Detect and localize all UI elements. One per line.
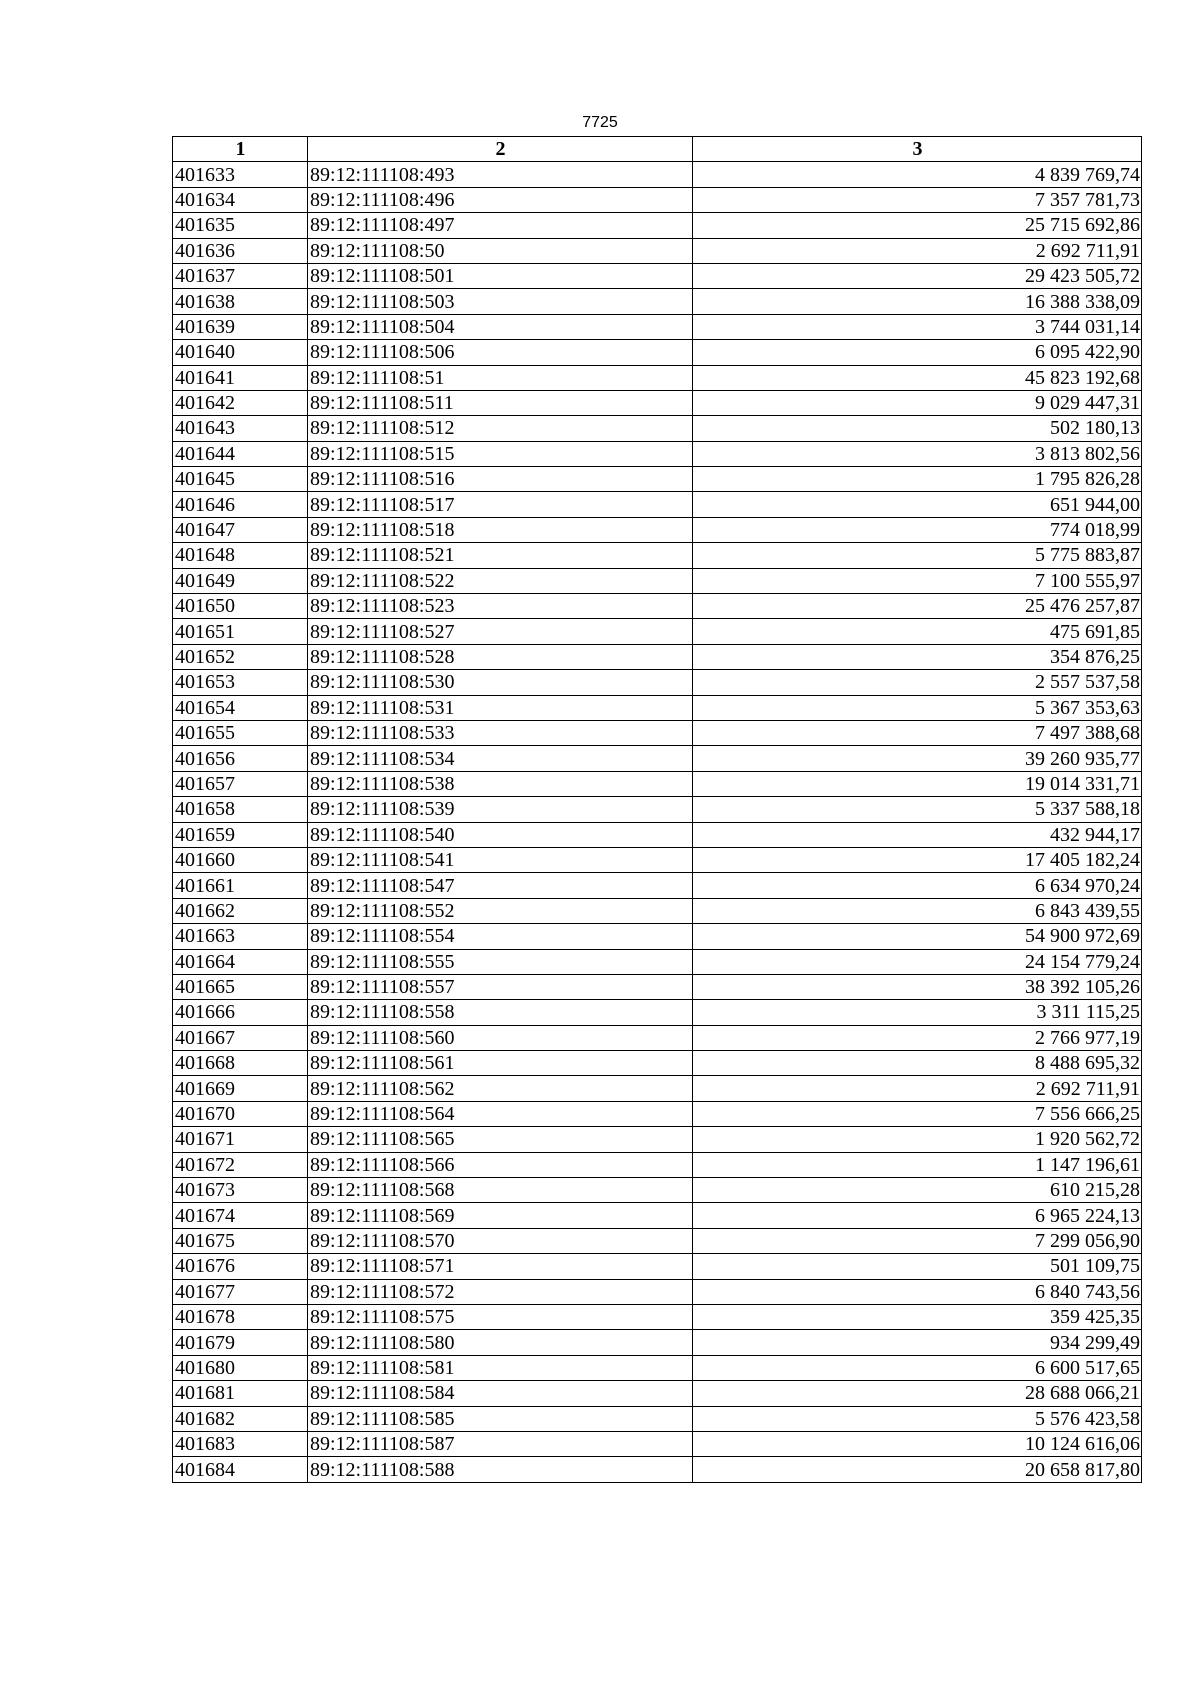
value-cell: 5 367 353,63: [693, 695, 1142, 720]
cadastral-number-cell: 89:12:111108:585: [308, 1406, 693, 1431]
row-number-cell: 401653: [173, 670, 308, 695]
row-number-cell: 401678: [173, 1304, 308, 1329]
cadastral-number-cell: 89:12:111108:554: [308, 924, 693, 949]
row-number-cell: 401665: [173, 974, 308, 999]
row-number-cell: 401679: [173, 1330, 308, 1355]
row-number-cell: 401635: [173, 213, 308, 238]
cadastral-number-cell: 89:12:111108:521: [308, 543, 693, 568]
value-cell: 5 337 588,18: [693, 797, 1142, 822]
value-cell: 432 944,17: [693, 822, 1142, 847]
row-number-cell: 401669: [173, 1076, 308, 1101]
table-row: [173, 1203, 1142, 1228]
table-row: [173, 390, 1142, 415]
cadastral-number-cell: 89:12:111108:497: [308, 213, 693, 238]
row-number-cell: 401661: [173, 873, 308, 898]
registry-table: [172, 136, 1142, 1483]
cadastral-number-cell: 89:12:111108:570: [308, 1228, 693, 1253]
value-cell: 6 634 970,24: [693, 873, 1142, 898]
table-body: [173, 162, 1142, 1482]
row-number-cell: 401667: [173, 1025, 308, 1050]
row-number-cell: 401683: [173, 1431, 308, 1456]
cadastral-number-cell: 89:12:111108:527: [308, 619, 693, 644]
row-number-cell: 401671: [173, 1127, 308, 1152]
table-row: [173, 1381, 1142, 1406]
cadastral-number-cell: 89:12:111108:530: [308, 670, 693, 695]
cadastral-number-cell: 89:12:111108:581: [308, 1355, 693, 1380]
value-cell: 6 965 224,13: [693, 1203, 1142, 1228]
cadastral-number-cell: 89:12:111108:533: [308, 720, 693, 745]
row-number-cell: 401643: [173, 416, 308, 441]
page-number: 7725: [582, 114, 618, 131]
value-cell: 651 944,00: [693, 492, 1142, 517]
cadastral-number-cell: 89:12:111108:588: [308, 1457, 693, 1482]
table-row: [173, 1025, 1142, 1050]
value-cell: 39 260 935,77: [693, 746, 1142, 771]
cadastral-number-cell: 89:12:111108:555: [308, 949, 693, 974]
value-cell: 6 840 743,56: [693, 1279, 1142, 1304]
value-cell: 4 839 769,74: [693, 162, 1142, 187]
table-row: [173, 1127, 1142, 1152]
table-row: [173, 238, 1142, 263]
row-number-cell: 401664: [173, 949, 308, 974]
row-number-cell: 401650: [173, 594, 308, 619]
cadastral-number-cell: 89:12:111108:493: [308, 162, 693, 187]
table-row: [173, 771, 1142, 796]
table-row: [173, 1152, 1142, 1177]
row-number-cell: 401655: [173, 720, 308, 745]
table-row: [173, 467, 1142, 492]
row-number-cell: 401658: [173, 797, 308, 822]
row-number-cell: 401660: [173, 847, 308, 872]
table-row: [173, 1330, 1142, 1355]
value-cell: 934 299,49: [693, 1330, 1142, 1355]
table-row: [173, 1101, 1142, 1126]
column-header-3: 3: [693, 137, 1142, 162]
cadastral-number-cell: 89:12:111108:518: [308, 517, 693, 542]
cadastral-number-cell: 89:12:111108:560: [308, 1025, 693, 1050]
value-cell: 2 766 977,19: [693, 1025, 1142, 1050]
cadastral-number-cell: 89:12:111108:569: [308, 1203, 693, 1228]
row-number-cell: 401645: [173, 467, 308, 492]
value-cell: 45 823 192,68: [693, 365, 1142, 390]
table-row: [173, 1304, 1142, 1329]
row-number-cell: 401673: [173, 1178, 308, 1203]
cadastral-number-cell: 89:12:111108:534: [308, 746, 693, 771]
table-row: [173, 822, 1142, 847]
cadastral-number-cell: 89:12:111108:575: [308, 1304, 693, 1329]
column-header-2: 2: [308, 137, 693, 162]
value-cell: 3 813 802,56: [693, 441, 1142, 466]
cadastral-number-cell: 89:12:111108:503: [308, 289, 693, 314]
row-number-cell: 401656: [173, 746, 308, 771]
row-number-cell: 401663: [173, 924, 308, 949]
value-cell: 7 556 666,25: [693, 1101, 1142, 1126]
table-row: [173, 644, 1142, 669]
value-cell: 2 692 711,91: [693, 1076, 1142, 1101]
cadastral-number-cell: 89:12:111108:516: [308, 467, 693, 492]
table-row: [173, 568, 1142, 593]
value-cell: 25 715 692,86: [693, 213, 1142, 238]
row-number-cell: 401638: [173, 289, 308, 314]
row-number-cell: 401659: [173, 822, 308, 847]
cadastral-number-cell: 89:12:111108:528: [308, 644, 693, 669]
value-cell: 17 405 182,24: [693, 847, 1142, 872]
table-row: [173, 1051, 1142, 1076]
cadastral-number-cell: 89:12:111108:511: [308, 390, 693, 415]
cadastral-number-cell: 89:12:111108:539: [308, 797, 693, 822]
value-cell: 2 692 711,91: [693, 238, 1142, 263]
table-row: [173, 1000, 1142, 1025]
value-cell: 8 488 695,32: [693, 1051, 1142, 1076]
value-cell: 359 425,35: [693, 1304, 1142, 1329]
cadastral-number-cell: 89:12:111108:51: [308, 365, 693, 390]
value-cell: 7 357 781,73: [693, 187, 1142, 212]
value-cell: 19 014 331,71: [693, 771, 1142, 796]
value-cell: 28 688 066,21: [693, 1381, 1142, 1406]
value-cell: 610 215,28: [693, 1178, 1142, 1203]
row-number-cell: 401652: [173, 644, 308, 669]
table-row: [173, 416, 1142, 441]
value-cell: 10 124 616,06: [693, 1431, 1142, 1456]
row-number-cell: 401680: [173, 1355, 308, 1380]
cadastral-number-cell: 89:12:111108:531: [308, 695, 693, 720]
value-cell: 6 843 439,55: [693, 898, 1142, 923]
cadastral-number-cell: 89:12:111108:552: [308, 898, 693, 923]
row-number-cell: 401670: [173, 1101, 308, 1126]
cadastral-number-cell: 89:12:111108:50: [308, 238, 693, 263]
table-row: [173, 1355, 1142, 1380]
cadastral-number-cell: 89:12:111108:517: [308, 492, 693, 517]
cadastral-number-cell: 89:12:111108:565: [308, 1127, 693, 1152]
row-number-cell: 401668: [173, 1051, 308, 1076]
table-row: [173, 314, 1142, 339]
table-row: [173, 847, 1142, 872]
table-row: [173, 187, 1142, 212]
table-row: [173, 365, 1142, 390]
value-cell: 2 557 537,58: [693, 670, 1142, 695]
cadastral-number-cell: 89:12:111108:522: [308, 568, 693, 593]
table-row: [173, 162, 1142, 187]
cadastral-number-cell: 89:12:111108:568: [308, 1178, 693, 1203]
value-cell: 1 795 826,28: [693, 467, 1142, 492]
value-cell: 354 876,25: [693, 644, 1142, 669]
row-number-cell: 401647: [173, 517, 308, 542]
table-row: [173, 797, 1142, 822]
cadastral-number-cell: 89:12:111108:564: [308, 1101, 693, 1126]
row-number-cell: 401641: [173, 365, 308, 390]
table-row: [173, 898, 1142, 923]
cadastral-number-cell: 89:12:111108:584: [308, 1381, 693, 1406]
table-row: [173, 441, 1142, 466]
table-row: [173, 720, 1142, 745]
row-number-cell: 401646: [173, 492, 308, 517]
table-row: [173, 517, 1142, 542]
row-number-cell: 401684: [173, 1457, 308, 1482]
value-cell: 3 744 031,14: [693, 314, 1142, 339]
table-row: [173, 1228, 1142, 1253]
value-cell: 6 600 517,65: [693, 1355, 1142, 1380]
value-cell: 5 775 883,87: [693, 543, 1142, 568]
value-cell: 5 576 423,58: [693, 1406, 1142, 1431]
table-row: [173, 1431, 1142, 1456]
table-row: [173, 949, 1142, 974]
cadastral-number-cell: 89:12:111108:515: [308, 441, 693, 466]
cadastral-number-cell: 89:12:111108:541: [308, 847, 693, 872]
cadastral-number-cell: 89:12:111108:501: [308, 263, 693, 288]
table-row: [173, 695, 1142, 720]
row-number-cell: 401681: [173, 1381, 308, 1406]
value-cell: 38 392 105,26: [693, 974, 1142, 999]
cadastral-number-cell: 89:12:111108:506: [308, 340, 693, 365]
row-number-cell: 401636: [173, 238, 308, 263]
table-row: [173, 1457, 1142, 1482]
row-number-cell: 401682: [173, 1406, 308, 1431]
table-row: [173, 670, 1142, 695]
value-cell: 20 658 817,80: [693, 1457, 1142, 1482]
value-cell: 24 154 779,24: [693, 949, 1142, 974]
row-number-cell: 401654: [173, 695, 308, 720]
table-row: [173, 619, 1142, 644]
table-row: [173, 213, 1142, 238]
row-number-cell: 401676: [173, 1254, 308, 1279]
table-row: [173, 340, 1142, 365]
value-cell: 502 180,13: [693, 416, 1142, 441]
value-cell: 501 109,75: [693, 1254, 1142, 1279]
row-number-cell: 401642: [173, 390, 308, 415]
table-row: [173, 1279, 1142, 1304]
value-cell: 29 423 505,72: [693, 263, 1142, 288]
table-row: [173, 974, 1142, 999]
column-header-1: 1: [173, 137, 308, 162]
cadastral-number-cell: 89:12:111108:504: [308, 314, 693, 339]
table-row: [173, 1406, 1142, 1431]
table-row: [173, 924, 1142, 949]
row-number-cell: 401637: [173, 263, 308, 288]
row-number-cell: 401640: [173, 340, 308, 365]
cadastral-number-cell: 89:12:111108:562: [308, 1076, 693, 1101]
table-row: [173, 492, 1142, 517]
value-cell: 475 691,85: [693, 619, 1142, 644]
cadastral-number-cell: 89:12:111108:572: [308, 1279, 693, 1304]
row-number-cell: 401677: [173, 1279, 308, 1304]
value-cell: 7 299 056,90: [693, 1228, 1142, 1253]
value-cell: 774 018,99: [693, 517, 1142, 542]
table-row: [173, 263, 1142, 288]
table-row: [173, 1178, 1142, 1203]
value-cell: 25 476 257,87: [693, 594, 1142, 619]
cadastral-number-cell: 89:12:111108:566: [308, 1152, 693, 1177]
value-cell: 9 029 447,31: [693, 390, 1142, 415]
cadastral-number-cell: 89:12:111108:557: [308, 974, 693, 999]
table-row: [173, 873, 1142, 898]
cadastral-number-cell: 89:12:111108:558: [308, 1000, 693, 1025]
cadastral-number-cell: 89:12:111108:496: [308, 187, 693, 212]
cadastral-number-cell: 89:12:111108:580: [308, 1330, 693, 1355]
table-row: [173, 289, 1142, 314]
row-number-cell: 401675: [173, 1228, 308, 1253]
table-header-row: [173, 137, 1142, 162]
cadastral-number-cell: 89:12:111108:523: [308, 594, 693, 619]
row-number-cell: 401666: [173, 1000, 308, 1025]
value-cell: 3 311 115,25: [693, 1000, 1142, 1025]
cadastral-number-cell: 89:12:111108:561: [308, 1051, 693, 1076]
row-number-cell: 401633: [173, 162, 308, 187]
table-row: [173, 594, 1142, 619]
cadastral-number-cell: 89:12:111108:547: [308, 873, 693, 898]
row-number-cell: 401672: [173, 1152, 308, 1177]
table-row: [173, 746, 1142, 771]
value-cell: 54 900 972,69: [693, 924, 1142, 949]
table-row: [173, 543, 1142, 568]
row-number-cell: 401674: [173, 1203, 308, 1228]
row-number-cell: 401657: [173, 771, 308, 796]
row-number-cell: 401662: [173, 898, 308, 923]
cadastral-number-cell: 89:12:111108:571: [308, 1254, 693, 1279]
cadastral-number-cell: 89:12:111108:538: [308, 771, 693, 796]
value-cell: 7 497 388,68: [693, 720, 1142, 745]
row-number-cell: 401649: [173, 568, 308, 593]
value-cell: 1 920 562,72: [693, 1127, 1142, 1152]
value-cell: 1 147 196,61: [693, 1152, 1142, 1177]
row-number-cell: 401651: [173, 619, 308, 644]
cadastral-number-cell: 89:12:111108:512: [308, 416, 693, 441]
cadastral-number-cell: 89:12:111108:587: [308, 1431, 693, 1456]
value-cell: 7 100 555,97: [693, 568, 1142, 593]
cadastral-number-cell: 89:12:111108:540: [308, 822, 693, 847]
row-number-cell: 401648: [173, 543, 308, 568]
value-cell: 6 095 422,90: [693, 340, 1142, 365]
table-row: [173, 1254, 1142, 1279]
row-number-cell: 401634: [173, 187, 308, 212]
value-cell: 16 388 338,09: [693, 289, 1142, 314]
row-number-cell: 401644: [173, 441, 308, 466]
row-number-cell: 401639: [173, 314, 308, 339]
table-row: [173, 1076, 1142, 1101]
